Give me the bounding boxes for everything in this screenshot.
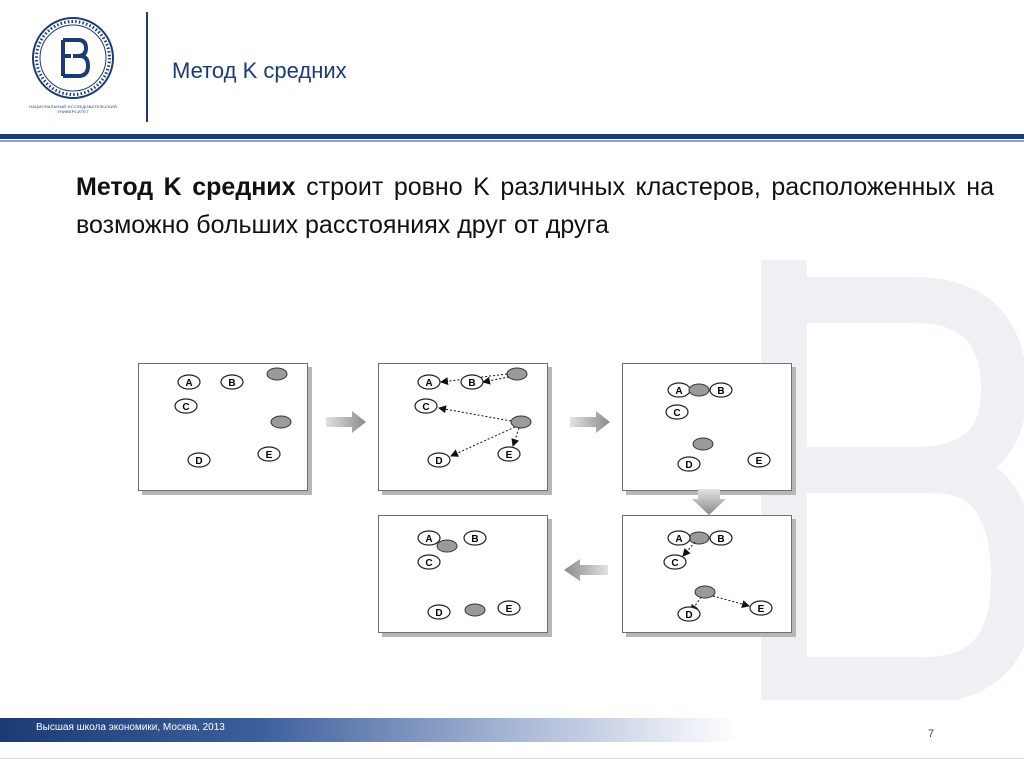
point-label: C	[182, 402, 190, 413]
university-logo	[14, 14, 132, 124]
point-label: A	[425, 378, 433, 389]
point-label: B	[471, 534, 479, 545]
header-rule	[0, 134, 1024, 139]
arrow-right-icon	[570, 411, 612, 433]
logo-caption: НАЦИОНАЛЬНЫЙ ИССЛЕДОВАТЕЛЬСКИЙ УНИВЕРСИТЕТ	[29, 104, 117, 114]
footer-org-text: Высшая школа экономики, Москва, 2013	[36, 722, 225, 733]
point-label: E	[757, 604, 765, 615]
slide-header	[0, 0, 1024, 140]
point-label: A	[675, 534, 683, 545]
header-divider	[146, 12, 148, 122]
slide-footer	[0, 718, 1024, 768]
point-label: A	[185, 378, 193, 389]
point-label: A	[425, 534, 433, 545]
arrow-right-icon	[326, 411, 368, 433]
point-label: C	[425, 558, 433, 569]
point-label: D	[685, 610, 693, 621]
point-label: D	[435, 608, 443, 619]
kmeans-diagram	[132, 355, 812, 655]
logo-emblem-icon	[14, 14, 132, 104]
slide-title: Метод K средних	[172, 58, 347, 83]
step-panel-4	[622, 515, 792, 633]
arrow-left-icon	[564, 559, 608, 581]
point-label: B	[717, 534, 725, 545]
header-rule-thin	[0, 140, 1024, 142]
step-panel-2	[378, 363, 548, 491]
arrow-down-icon	[692, 489, 726, 515]
point-label: E	[505, 450, 513, 461]
footer-line	[0, 758, 1024, 759]
body-rest: строит ровно K различных кластеров, расположенных на возможно больших расстояниях друг от друга	[76, 173, 994, 239]
step-panel-3	[622, 363, 792, 491]
footer-bar	[0, 718, 740, 742]
point-label: E	[265, 450, 273, 461]
point-label: E	[755, 456, 763, 467]
point-label: B	[228, 378, 236, 389]
step-panel-1	[138, 363, 308, 491]
step-panel-5	[378, 515, 548, 633]
point-label: A	[675, 386, 683, 397]
point-label: B	[717, 386, 725, 397]
point-label: E	[505, 604, 513, 615]
point-label: D	[435, 456, 443, 467]
point-label: D	[685, 460, 693, 471]
body-bold-lead: Метод K средних	[76, 173, 296, 201]
body-paragraph	[76, 168, 994, 244]
point-label: C	[671, 558, 679, 569]
page-number: 7	[928, 728, 935, 740]
point-label: B	[468, 378, 476, 389]
point-label: D	[195, 456, 203, 467]
point-label: C	[422, 402, 430, 413]
point-label: C	[673, 408, 681, 419]
